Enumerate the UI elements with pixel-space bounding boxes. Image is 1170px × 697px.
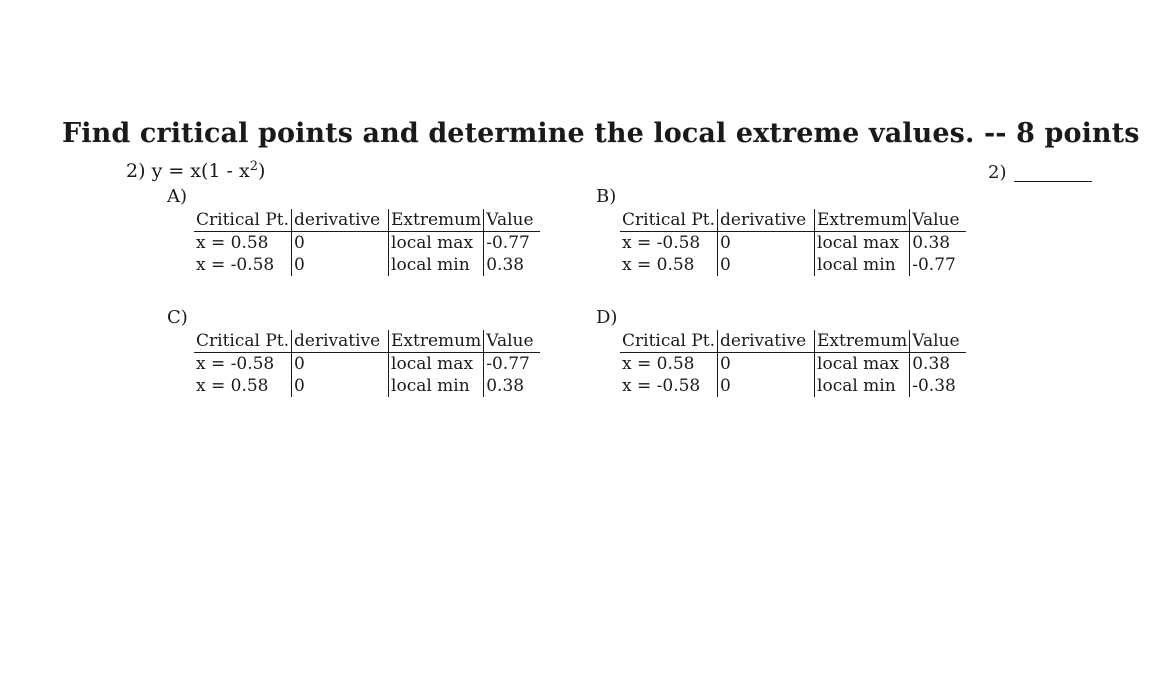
cell-critical-pt: x = 0.58: [196, 376, 269, 396]
page-heading: Find critical points and determine the local extreme values. -- 8 points: [62, 118, 1140, 149]
cell-critical-pt: x = -0.58: [622, 376, 701, 396]
problem-number: 2): [126, 160, 146, 182]
option-b-table: [620, 209, 966, 276]
equation-suffix: ): [258, 160, 266, 182]
option-c-table: [194, 330, 540, 397]
cell-extremum: local min: [389, 375, 484, 397]
cell-critical-pt: x = 0.58: [622, 255, 695, 275]
option-c-label: C): [167, 307, 188, 328]
equation-exponent: 2: [249, 159, 259, 174]
table-header-row: [194, 209, 540, 232]
option-a-label: A): [167, 186, 188, 207]
cell-derivative: 0: [718, 254, 815, 276]
header-derivative: derivative: [292, 209, 389, 232]
header-critical-pt: Critical Pt.: [620, 330, 718, 353]
header-extremum: Extremum: [389, 209, 484, 232]
header-extremum: Extremum: [389, 330, 484, 353]
cell-critical-pt: x = 0.58: [196, 233, 269, 253]
cell-extremum: local min: [389, 254, 484, 276]
cell-value: 0.38: [910, 232, 967, 255]
cell-derivative: 0: [718, 353, 815, 376]
cell-derivative: 0: [292, 254, 389, 276]
cell-critical-pt: x = -0.58: [622, 233, 701, 253]
table-header-row: [620, 209, 966, 232]
cell-value: -0.38: [910, 375, 967, 397]
header-value: Value: [484, 330, 541, 353]
header-value: Value: [484, 209, 541, 232]
header-derivative: derivative: [718, 209, 815, 232]
table-row: [194, 254, 540, 276]
header-critical-pt: Critical Pt.: [194, 330, 292, 353]
answer-number: 2): [988, 162, 1007, 183]
cell-extremum: local min: [815, 254, 910, 276]
cell-extremum: local max: [815, 353, 910, 376]
cell-derivative: 0: [292, 232, 389, 255]
option-d-table: [620, 330, 966, 397]
cell-value: -0.77: [910, 254, 967, 276]
header-extremum: Extremum: [815, 330, 910, 353]
table-row: [194, 353, 540, 376]
cell-value: -0.77: [484, 353, 541, 376]
cell-derivative: 0: [292, 353, 389, 376]
problem-statement: [126, 160, 265, 182]
table-row: [194, 375, 540, 397]
option-b-label: B): [596, 186, 617, 207]
cell-critical-pt: x = 0.58: [622, 354, 695, 374]
header-derivative: derivative: [292, 330, 389, 353]
answer-blank[interactable]: [1014, 181, 1092, 182]
cell-derivative: 0: [718, 232, 815, 255]
header-critical-pt: Critical Pt.: [194, 209, 292, 232]
option-d-label: D): [596, 307, 618, 328]
table-row: [620, 375, 966, 397]
cell-extremum: local min: [815, 375, 910, 397]
equation-prefix: y = x(1 - x: [151, 160, 250, 182]
cell-extremum: local max: [815, 232, 910, 255]
table-row: [620, 232, 966, 255]
table-header-row: [620, 330, 966, 353]
table-row: [620, 353, 966, 376]
header-value: Value: [910, 330, 967, 353]
option-a-table: [194, 209, 540, 276]
cell-critical-pt: x = -0.58: [196, 255, 275, 275]
cell-value: 0.38: [484, 254, 541, 276]
header-extremum: Extremum: [815, 209, 910, 232]
header-critical-pt: Critical Pt.: [620, 209, 718, 232]
cell-value: 0.38: [484, 375, 541, 397]
header-value: Value: [910, 209, 967, 232]
cell-critical-pt: x = -0.58: [196, 354, 275, 374]
cell-extremum: local max: [389, 232, 484, 255]
cell-value: 0.38: [910, 353, 967, 376]
table-header-row: [194, 330, 540, 353]
cell-derivative: 0: [718, 375, 815, 397]
header-derivative: derivative: [718, 330, 815, 353]
table-row: [620, 254, 966, 276]
cell-value: -0.77: [484, 232, 541, 255]
cell-extremum: local max: [389, 353, 484, 376]
table-row: [194, 232, 540, 255]
cell-derivative: 0: [292, 375, 389, 397]
